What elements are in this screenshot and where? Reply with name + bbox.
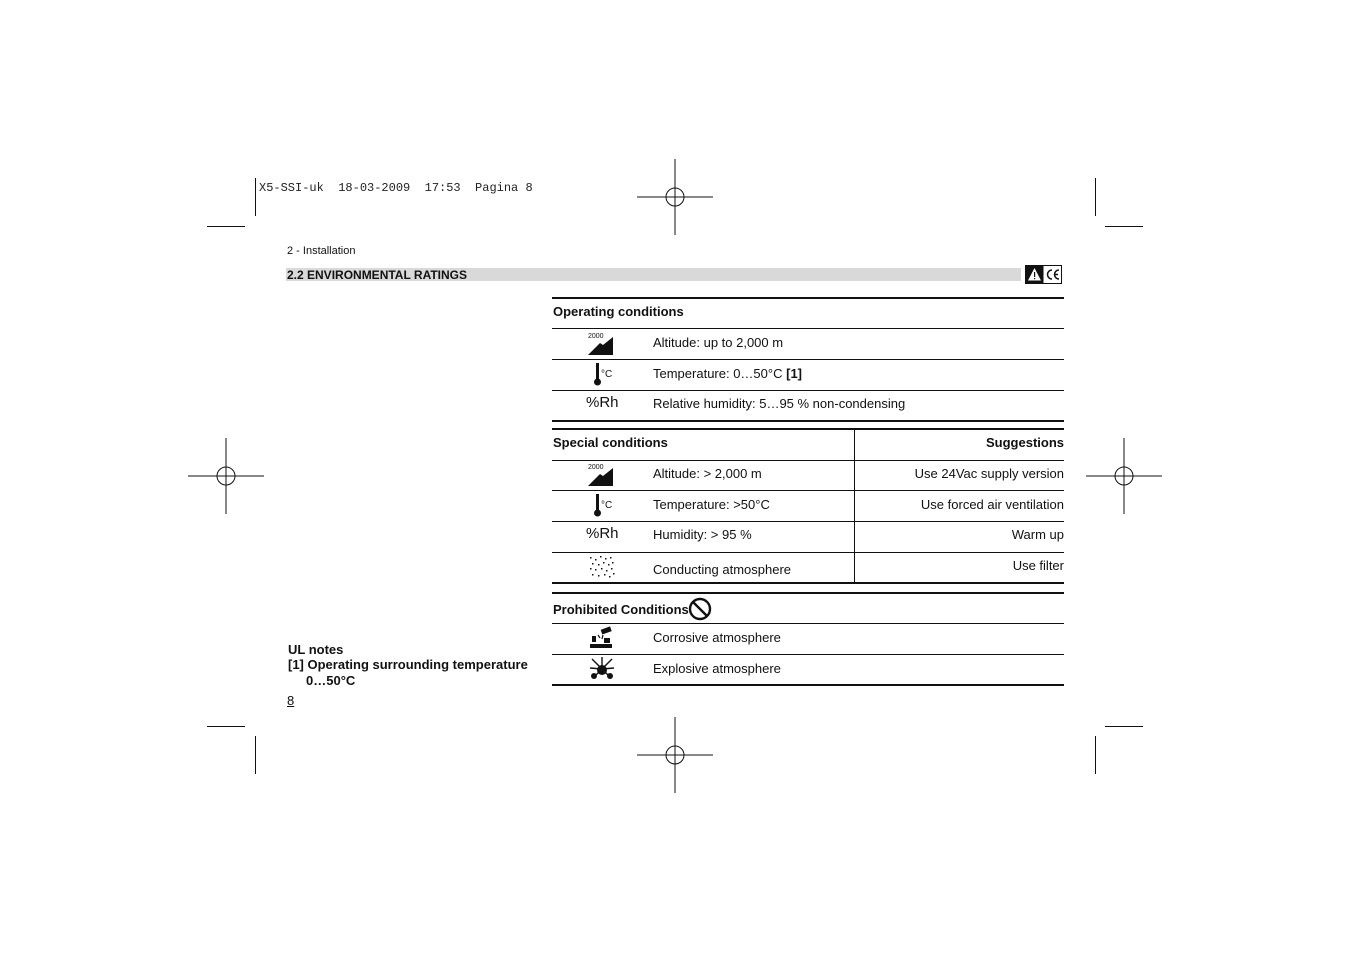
table-rule <box>552 582 1064 584</box>
special-title: Special conditions <box>553 435 668 450</box>
altitude-icon-label: 2000 <box>588 333 604 340</box>
crop-mark <box>1105 726 1143 727</box>
crop-mark <box>1105 226 1143 227</box>
table-rule <box>552 521 1064 522</box>
prohibited-corrosive-text: Corrosive atmosphere <box>653 630 781 645</box>
special-conducting-suggestion: Use filter <box>1012 558 1064 573</box>
prohibited-icon <box>688 597 712 621</box>
table-rule <box>552 390 1064 391</box>
prohibited-explosive-text: Explosive atmosphere <box>653 661 781 676</box>
print-slug: X5-SSI-uk 18-03-2009 17:53 Pagina 8 <box>259 181 533 195</box>
special-temperature-text: Temperature: >50°C <box>653 497 770 512</box>
page-number: 8 <box>287 693 295 708</box>
table-rule <box>552 592 1064 594</box>
table-rule <box>552 420 1064 422</box>
breadcrumb: 2 - Installation <box>287 245 356 257</box>
crop-mark <box>255 736 256 774</box>
table-rule <box>552 328 1064 329</box>
operating-title: Operating conditions <box>553 304 684 319</box>
registration-mark-icon <box>637 159 713 235</box>
humidity-icon: %Rh <box>586 525 619 542</box>
conducting-atmosphere-icon <box>589 555 615 580</box>
table-rule <box>552 490 1064 491</box>
table-rule <box>552 623 1064 624</box>
table-rule <box>552 654 1064 655</box>
humidity-icon: %Rh <box>586 394 619 411</box>
thermometer-icon-label: °C <box>601 369 613 380</box>
altitude-icon <box>587 462 615 487</box>
thermometer-icon <box>591 493 617 518</box>
ul-notes-title: UL notes <box>288 642 344 657</box>
warning-ce-icon <box>1025 265 1062 284</box>
section-title: 2.2 ENVIRONMENTAL RATINGS <box>287 268 468 282</box>
prohibited-title: Prohibited Conditions <box>553 602 689 617</box>
special-humidity-text: Humidity: > 95 % <box>653 527 752 542</box>
note-ref: [1] <box>786 366 802 381</box>
registration-mark-icon <box>188 438 264 514</box>
thermometer-icon-label: °C <box>601 500 613 511</box>
explosive-icon <box>589 656 615 682</box>
registration-mark-icon <box>1086 438 1162 514</box>
altitude-icon <box>587 331 615 356</box>
table-rule <box>552 460 1064 461</box>
crop-mark <box>255 178 256 216</box>
thermometer-icon <box>591 362 617 387</box>
crop-mark <box>207 226 245 227</box>
operating-altitude-text: Altitude: up to 2,000 m <box>653 335 784 350</box>
special-conducting-text: Conducting atmosphere <box>653 562 792 577</box>
special-humidity-suggestion: Warm up <box>1011 527 1064 542</box>
table-rule <box>552 684 1064 686</box>
special-temperature-suggestion: Use forced air ventilation <box>920 497 1064 512</box>
special-altitude-suggestion: Use 24Vac supply version <box>914 466 1064 481</box>
suggestions-title: Suggestions <box>985 435 1064 450</box>
crop-mark <box>1095 736 1096 774</box>
table-rule <box>552 359 1064 360</box>
column-divider <box>854 430 855 582</box>
table-rule <box>552 428 1064 430</box>
corrosive-icon <box>589 626 615 650</box>
ul-note-line: [1] Operating surrounding temperature <box>288 657 528 672</box>
special-altitude-text: Altitude: > 2,000 m <box>653 466 762 481</box>
ul-note-value: 0…50°C <box>306 673 356 688</box>
operating-humidity-text: Relative humidity: 5…95 % non-condensing <box>653 396 906 411</box>
crop-mark <box>1095 178 1096 216</box>
operating-temperature-text: Temperature: 0…50°C <box>653 366 783 381</box>
table-rule <box>552 297 1064 299</box>
operating-temperature <box>653 366 802 382</box>
altitude-icon-label: 2000 <box>588 464 604 471</box>
registration-mark-icon <box>637 717 713 793</box>
crop-mark <box>207 726 245 727</box>
table-rule <box>552 552 1064 553</box>
